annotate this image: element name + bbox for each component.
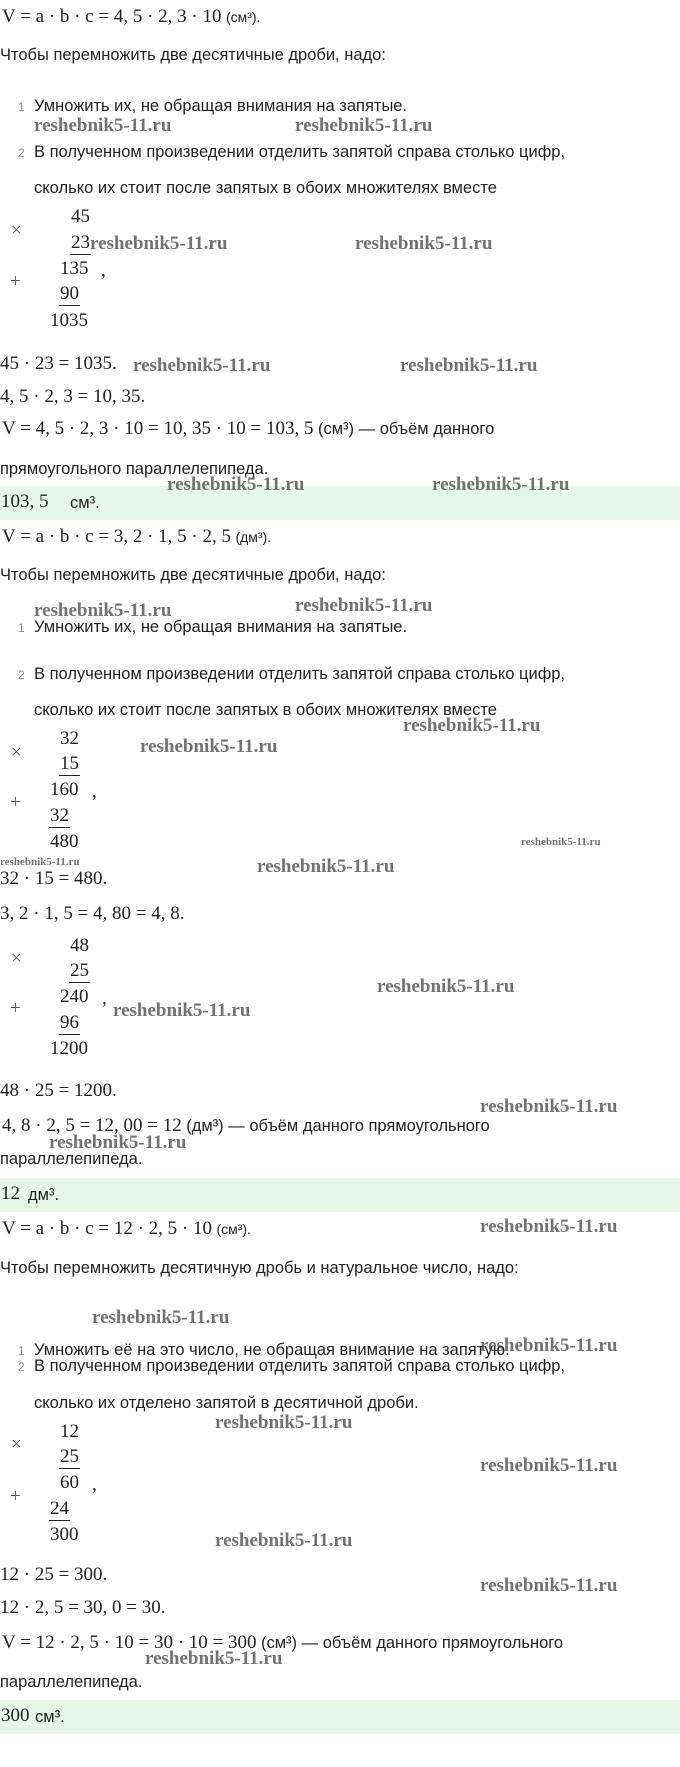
- ex1-line1: 45 · 23 = 1035.: [0, 353, 117, 374]
- watermark: reshebnik5-11.ru: [113, 1000, 251, 1021]
- ex3-col-result: 300: [50, 1524, 79, 1545]
- watermark: reshebnik5-11.ru: [133, 355, 271, 376]
- ex2-col2-p1: 240: [60, 986, 89, 1007]
- watermark: reshebnik5-11.ru: [92, 1307, 230, 1328]
- ex2-col-p1: 160: [50, 779, 79, 800]
- ex3-col-a: 12: [60, 1421, 79, 1442]
- ex1-col-p1: 135: [60, 258, 89, 279]
- watermark: reshebnik5-11.ru: [215, 1412, 353, 1433]
- watermark: reshebnik5-11.ru: [34, 600, 172, 621]
- ex2-line1: 32 · 15 = 480.: [0, 868, 108, 889]
- watermark: reshebnik5-11.ru: [521, 836, 601, 848]
- ex2-col2-b: 25: [70, 960, 89, 981]
- ex3-line1: 12 · 25 = 300.: [0, 1564, 108, 1585]
- ex3-line3-cont: параллелепипеда.: [0, 1673, 143, 1691]
- ex1-line3: V = 4, 5 · 2, 3 · 10 = 10, 35 · 10 = 103, 5 (см³) — объём данного: [2, 418, 495, 439]
- watermark: reshebnik5-11.ru: [295, 595, 433, 616]
- ex1-formula: V = a · b · c = 4, 5 · 2, 3 · 10 (см³).: [2, 6, 261, 27]
- watermark: reshebnik5-11.ru: [480, 1455, 618, 1476]
- ex2-answer: 12 дм³.: [0, 1178, 680, 1212]
- ex2-col-result: 480: [50, 831, 79, 852]
- watermark: reshebnik5-11.ru: [403, 715, 541, 736]
- ex1-line2: 4, 5 · 2, 3 = 10, 35.: [0, 386, 146, 407]
- ex3-rule-intro: Чтобы перемножить десятичную дробь и натуральное число, надо:: [0, 1259, 519, 1277]
- ex2-step1-number: 1: [18, 621, 25, 635]
- ex3-formula: V = a · b · c = 12 · 2, 5 · 10 (см³).: [2, 1218, 251, 1239]
- ex1-step2-text: В полученном произведении отделить запятой справа столько цифр,: [34, 143, 566, 161]
- watermark: reshebnik5-11.ru: [0, 856, 80, 868]
- ex1-answer: 103, 5 см³.: [0, 486, 680, 520]
- ex2-col2-a: 48: [70, 935, 89, 956]
- watermark: reshebnik5-11.ru: [480, 1216, 618, 1237]
- ex1-step2-number: 2: [18, 146, 25, 160]
- watermark: reshebnik5-11.ru: [49, 1132, 187, 1153]
- ex3-line3: V = 12 · 2, 5 · 10 = 30 · 10 = 300 (см³) — объём данного прямоугольного: [2, 1632, 564, 1653]
- ex2-line4-cont: параллелепипеда.: [0, 1150, 143, 1168]
- ex3-step2-text-cont: сколько их отделено запятой в десятичной дроби.: [34, 1394, 419, 1412]
- ex3-step2-text: В полученном произведении отделить запятой справа столько цифр,: [34, 1357, 566, 1375]
- ex3-line2: 12 · 2, 5 = 30, 0 = 30.: [0, 1597, 166, 1618]
- ex3-step1-number: 1: [18, 1344, 25, 1358]
- watermark: reshebnik5-11.ru: [480, 1335, 618, 1356]
- watermark: reshebnik5-11.ru: [215, 1530, 353, 1551]
- watermark: reshebnik5-11.ru: [432, 474, 570, 495]
- ex2-step1-text: Умножить их, не обращая внимания на запятые.: [34, 618, 408, 636]
- watermark: reshebnik5-11.ru: [295, 115, 433, 136]
- ex2-step2-number: 2: [18, 668, 25, 682]
- ex1-col-b: 23: [71, 232, 90, 253]
- ex3-answer: 300 см³.: [0, 1700, 680, 1734]
- ex1-step1-text: Умножить их, не обращая внимания на запятые.: [34, 97, 408, 115]
- watermark: reshebnik5-11.ru: [480, 1096, 618, 1117]
- watermark: reshebnik5-11.ru: [355, 233, 493, 254]
- watermark: reshebnik5-11.ru: [480, 1575, 618, 1596]
- ex2-step2-text-cont: сколько их стоит после запятых в обоих множителях вместе: [34, 701, 497, 719]
- ex2-rule-intro: Чтобы перемножить две десятичные дроби, надо:: [0, 566, 386, 584]
- ex1-col-p2: 90: [60, 283, 79, 304]
- ex3-col-b: 25: [60, 1446, 79, 1467]
- ex3-col-p1: 60: [60, 1472, 79, 1493]
- ex1-col-result: 1035: [50, 310, 88, 331]
- ex2-step2-text: В полученном произведении отделить запятой справа столько цифр,: [34, 665, 566, 683]
- ex1-step2-text-cont: сколько их стоит после запятых в обоих множителях вместе: [34, 179, 497, 197]
- ex2-col2-result: 1200: [50, 1038, 88, 1059]
- ex1-line3-cont: прямоугольного параллелепипеда.: [0, 460, 269, 478]
- watermark: reshebnik5-11.ru: [90, 233, 228, 254]
- watermark: reshebnik5-11.ru: [34, 115, 172, 136]
- ex2-col-b: 15: [60, 753, 79, 774]
- watermark: reshebnik5-11.ru: [167, 474, 305, 495]
- ex3-col-p2: 24: [50, 1498, 69, 1519]
- ex2-formula: V = a · b · c = 3, 2 · 1, 5 · 2, 5 (дм³).: [2, 526, 272, 547]
- watermark: reshebnik5-11.ru: [400, 355, 538, 376]
- ex2-line3: 48 · 25 = 1200.: [0, 1080, 117, 1101]
- ex2-line2: 3, 2 · 1, 5 = 4, 80 = 4, 8.: [0, 903, 185, 924]
- ex1-step1-number: 1: [18, 100, 25, 114]
- ex2-col-p2: 32: [50, 805, 69, 826]
- watermark: reshebnik5-11.ru: [377, 976, 515, 997]
- ex2-line4: 4, 8 · 2, 5 = 12, 00 = 12 (дм³) — объём данного прямоугольного: [2, 1115, 490, 1136]
- ex1-rule-intro: Чтобы перемножить две десятичные дроби, надо:: [0, 46, 386, 64]
- ex2-col2-p2: 96: [60, 1012, 79, 1033]
- ex2-col-a: 32: [60, 728, 79, 749]
- ex3-step2-number: 2: [18, 1360, 25, 1374]
- watermark: reshebnik5-11.ru: [140, 736, 278, 757]
- ex3-step1-text: Умножить её на это число, не обращая внимание на запятую.: [34, 1341, 510, 1359]
- ex1-col-a: 45: [71, 206, 90, 227]
- watermark: reshebnik5-11.ru: [257, 856, 395, 877]
- watermark: reshebnik5-11.ru: [145, 1648, 283, 1669]
